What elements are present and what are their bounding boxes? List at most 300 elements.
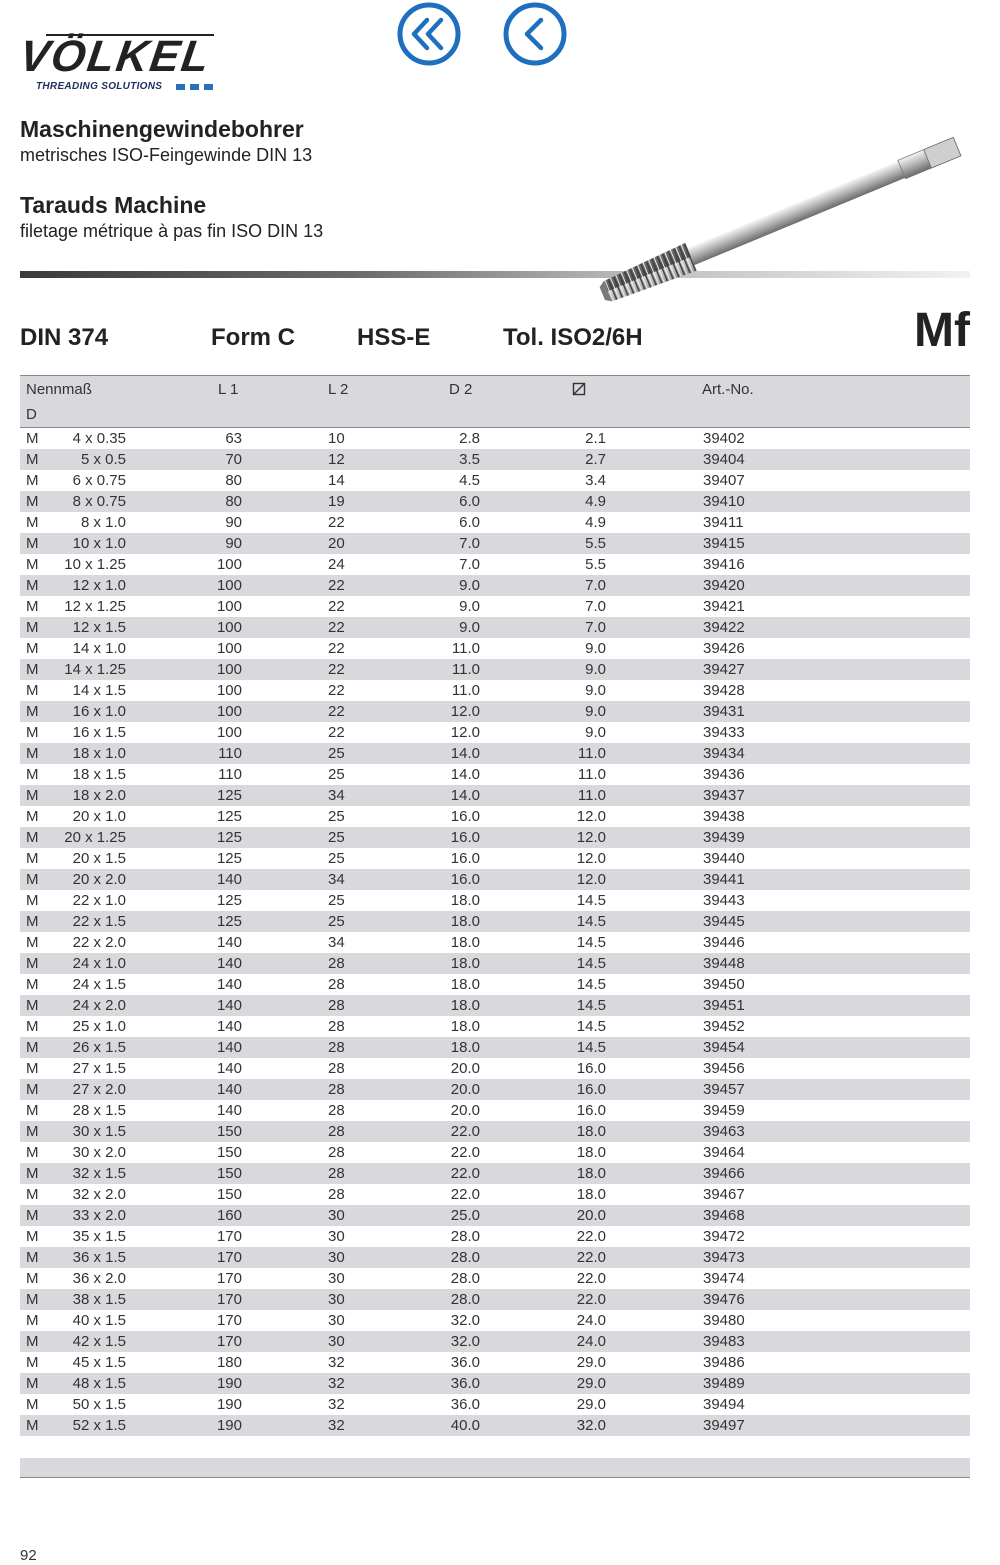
cell-l1: 170 [216, 1333, 242, 1350]
cell-d2: 25.0 [450, 1207, 480, 1224]
cell-diameter: 14.5 [576, 1018, 606, 1035]
cell-m: M [26, 1417, 39, 1434]
cell-m: M [26, 787, 39, 804]
cell-d2: 14.0 [450, 787, 480, 804]
cell-m: M [26, 1270, 39, 1287]
cell-d2: 18.0 [450, 934, 480, 951]
cell-l1: 140 [216, 955, 242, 972]
cell-m: M [26, 1375, 39, 1392]
header-l1: L 1 [218, 381, 239, 398]
cell-diameter: 14.5 [576, 997, 606, 1014]
cell-size: 10 x 1.0 [72, 535, 126, 552]
table-row [20, 869, 970, 890]
cell-l2: 28 [328, 1060, 345, 1077]
brand-logo [16, 30, 220, 96]
cell-l2: 22 [328, 514, 345, 531]
cell-article-number: 39407 [703, 472, 745, 489]
cell-diameter: 12.0 [576, 829, 606, 846]
table-row [20, 491, 970, 512]
cell-article-number: 39467 [703, 1186, 745, 1203]
cell-diameter: 5.5 [585, 556, 606, 573]
table-row [20, 1226, 970, 1247]
cell-l2: 19 [328, 493, 345, 510]
cell-diameter: 32.0 [576, 1417, 606, 1434]
cell-d2: 18.0 [450, 997, 480, 1014]
cell-size: 14 x 1.0 [72, 640, 126, 657]
cell-diameter: 2.1 [585, 430, 606, 447]
cell-article-number: 39434 [703, 745, 745, 762]
cell-l2: 32 [328, 1417, 345, 1434]
cell-article-number: 39426 [703, 640, 745, 657]
cell-d2: 18.0 [450, 892, 480, 909]
cell-size: 28 x 1.5 [72, 1102, 126, 1119]
cell-diameter: 22.0 [576, 1291, 606, 1308]
cell-l2: 28 [328, 1018, 345, 1035]
cell-diameter: 14.5 [576, 913, 606, 930]
cell-size: 6 x 0.75 [72, 472, 126, 489]
cell-d2: 32.0 [450, 1312, 480, 1329]
cell-size: 20 x 1.5 [72, 850, 126, 867]
table-row [20, 1352, 970, 1373]
series-code: Mf [914, 304, 970, 357]
cell-l1: 180 [216, 1354, 242, 1371]
cell-l1: 140 [216, 1102, 242, 1119]
cell-diameter: 9.0 [585, 640, 606, 657]
cell-d2: 2.8 [459, 430, 480, 447]
cell-l2: 32 [328, 1396, 345, 1413]
table-header [20, 375, 970, 428]
cell-size: 4 x 0.35 [72, 430, 126, 447]
cell-article-number: 39428 [703, 682, 745, 699]
cell-diameter: 22.0 [576, 1270, 606, 1287]
cell-l2: 28 [328, 1165, 345, 1182]
table-row [20, 680, 970, 701]
cell-l1: 125 [216, 892, 242, 909]
table-row [20, 617, 970, 638]
cell-l2: 22 [328, 577, 345, 594]
cell-d2: 11.0 [451, 682, 480, 699]
cell-l1: 190 [216, 1396, 242, 1413]
cell-size: 10 x 1.25 [64, 556, 126, 573]
cell-article-number: 39446 [703, 934, 745, 951]
cell-diameter: 4.9 [585, 514, 606, 531]
page-number: 92 [20, 1547, 37, 1564]
cell-l1: 63 [225, 430, 242, 447]
table-footer [20, 1458, 970, 1478]
double-chevron-left-icon [397, 2, 461, 66]
subtitle-german: metrisches ISO-Feingewinde DIN 13 [20, 145, 313, 165]
cell-m: M [26, 934, 39, 951]
cell-article-number: 39433 [703, 724, 745, 741]
cell-l1: 140 [216, 1039, 242, 1056]
cell-d2: 18.0 [450, 976, 480, 993]
cell-l2: 25 [328, 829, 345, 846]
cell-m: M [26, 451, 39, 468]
cell-l2: 28 [328, 997, 345, 1014]
cell-l1: 90 [225, 535, 242, 552]
cell-d2: 14.0 [450, 766, 480, 783]
cell-size: 5 x 0.5 [80, 451, 126, 468]
table-row [20, 974, 970, 995]
cell-d2: 20.0 [450, 1102, 480, 1119]
cell-article-number: 39450 [703, 976, 745, 993]
cell-l2: 22 [328, 724, 345, 741]
cell-l2: 28 [328, 1081, 345, 1098]
logo-wordmark: VÖLKEL [16, 32, 214, 81]
cell-diameter: 9.0 [585, 682, 606, 699]
cell-m: M [26, 1396, 39, 1413]
cell-diameter: 9.0 [585, 703, 606, 720]
cell-article-number: 39451 [703, 997, 745, 1014]
table-row [20, 995, 970, 1016]
cell-l2: 20 [328, 535, 345, 552]
cell-d2: 9.0 [459, 619, 480, 636]
table-row [20, 1289, 970, 1310]
cell-m: M [26, 535, 39, 552]
subtitle-french: filetage métrique à pas fin ISO DIN 13 [20, 221, 324, 241]
cell-d2: 36.0 [450, 1354, 480, 1371]
cell-article-number: 39427 [703, 661, 745, 678]
cell-l1: 190 [216, 1417, 242, 1434]
table-row [20, 1079, 970, 1100]
cell-l2: 30 [328, 1333, 345, 1350]
cell-diameter: 3.4 [585, 472, 606, 489]
cell-diameter: 24.0 [576, 1312, 606, 1329]
cell-d2: 32.0 [450, 1333, 480, 1350]
cell-d2: 22.0 [450, 1186, 480, 1203]
cell-article-number: 39415 [703, 535, 745, 552]
cell-l1: 140 [216, 1060, 242, 1077]
cell-l1: 140 [216, 1081, 242, 1098]
cell-article-number: 39420 [703, 577, 745, 594]
cell-m: M [26, 808, 39, 825]
cell-m: M [26, 577, 39, 594]
cell-l1: 140 [216, 997, 242, 1014]
cell-size: 18 x 2.0 [72, 787, 126, 804]
table-row [20, 701, 970, 722]
cell-m: M [26, 703, 39, 720]
cell-m: M [26, 892, 39, 909]
table-row [20, 1016, 970, 1037]
header-d2: D 2 [449, 381, 473, 398]
cell-size: 8 x 0.75 [72, 493, 126, 510]
cell-l2: 22 [328, 682, 345, 699]
cell-diameter: 7.0 [585, 619, 606, 636]
cell-size: 52 x 1.5 [72, 1417, 126, 1434]
cell-size: 36 x 2.0 [72, 1270, 126, 1287]
table-row [20, 827, 970, 848]
logo-square [176, 84, 185, 90]
cell-m: M [26, 1081, 39, 1098]
table-row [20, 806, 970, 827]
cell-l2: 25 [328, 850, 345, 867]
cell-l1: 125 [216, 787, 242, 804]
cell-d2: 4.5 [459, 472, 480, 489]
cell-m: M [26, 556, 39, 573]
cell-size: 30 x 2.0 [72, 1144, 126, 1161]
cell-diameter: 24.0 [576, 1333, 606, 1350]
cell-l1: 80 [225, 493, 242, 510]
cell-size: 25 x 1.0 [72, 1018, 126, 1035]
cell-size: 16 x 1.0 [72, 703, 126, 720]
cell-diameter: 18.0 [576, 1165, 606, 1182]
cell-diameter: 14.5 [576, 892, 606, 909]
header-nennmass: Nennmaß [26, 381, 92, 398]
cell-diameter: 14.5 [576, 1039, 606, 1056]
cell-m: M [26, 1186, 39, 1203]
cell-size: 48 x 1.5 [72, 1375, 126, 1392]
table-row [20, 911, 970, 932]
cell-m: M [26, 997, 39, 1014]
table-row [20, 1394, 970, 1415]
cell-size: 24 x 1.5 [72, 976, 126, 993]
cell-size: 22 x 2.0 [72, 934, 126, 951]
cell-d2: 22.0 [450, 1144, 480, 1161]
cell-m: M [26, 661, 39, 678]
cell-d2: 12.0 [450, 724, 480, 741]
cell-l2: 34 [328, 934, 345, 951]
square-diagonal-icon [572, 382, 586, 400]
cell-d2: 20.0 [450, 1081, 480, 1098]
cell-d2: 16.0 [450, 871, 480, 888]
cell-l1: 140 [216, 871, 242, 888]
table-row [20, 449, 970, 470]
cell-l1: 170 [216, 1228, 242, 1245]
cell-l1: 100 [216, 682, 242, 699]
table-row [20, 575, 970, 596]
cell-article-number: 39452 [703, 1018, 745, 1035]
cell-article-number: 39459 [703, 1102, 745, 1119]
cell-article-number: 39431 [703, 703, 745, 720]
cell-m: M [26, 745, 39, 762]
table-row [20, 659, 970, 680]
cell-article-number: 39489 [703, 1375, 745, 1392]
cell-article-number: 39438 [703, 808, 745, 825]
cell-l1: 150 [216, 1144, 242, 1161]
cell-l1: 100 [216, 598, 242, 615]
cell-size: 14 x 1.25 [64, 661, 126, 678]
cell-article-number: 39476 [703, 1291, 745, 1308]
cell-l1: 170 [216, 1291, 242, 1308]
logo-square [204, 84, 213, 90]
cell-m: M [26, 724, 39, 741]
cell-m: M [26, 913, 39, 930]
table-row [20, 1037, 970, 1058]
cell-m: M [26, 619, 39, 636]
table-row [20, 890, 970, 911]
cell-l1: 100 [216, 556, 242, 573]
cell-d2: 28.0 [450, 1249, 480, 1266]
cell-m: M [26, 1165, 39, 1182]
cell-size: 18 x 1.0 [72, 745, 126, 762]
table-row [20, 638, 970, 659]
cell-article-number: 39448 [703, 955, 745, 972]
cell-m: M [26, 598, 39, 615]
cell-m: M [26, 1060, 39, 1077]
cell-size: 50 x 1.5 [72, 1396, 126, 1413]
cell-article-number: 39441 [703, 871, 745, 888]
cell-d2: 11.0 [451, 661, 480, 678]
cell-article-number: 39410 [703, 493, 745, 510]
cell-l1: 125 [216, 850, 242, 867]
cell-article-number: 39422 [703, 619, 745, 636]
cell-diameter: 9.0 [585, 724, 606, 741]
cell-diameter: 4.9 [585, 493, 606, 510]
cell-size: 36 x 1.5 [72, 1249, 126, 1266]
cell-article-number: 39457 [703, 1081, 745, 1098]
cell-size: 26 x 1.5 [72, 1039, 126, 1056]
cell-size: 42 x 1.5 [72, 1333, 126, 1350]
cell-size: 22 x 1.5 [72, 913, 126, 930]
cell-l1: 110 [218, 745, 242, 762]
cell-diameter: 29.0 [576, 1354, 606, 1371]
cell-diameter: 7.0 [585, 577, 606, 594]
cell-article-number: 39474 [703, 1270, 745, 1287]
cell-l1: 100 [216, 724, 242, 741]
cell-l1: 100 [216, 703, 242, 720]
cell-l2: 22 [328, 619, 345, 636]
first-page-button[interactable] [397, 2, 461, 66]
cell-d2: 6.0 [459, 514, 480, 531]
cell-l2: 28 [328, 955, 345, 972]
cell-m: M [26, 1291, 39, 1308]
table-row [20, 848, 970, 869]
cell-m: M [26, 871, 39, 888]
cell-size: 35 x 1.5 [72, 1228, 126, 1245]
cell-size: 27 x 2.0 [72, 1081, 126, 1098]
cell-size: 30 x 1.5 [72, 1123, 126, 1140]
cell-l2: 28 [328, 1039, 345, 1056]
spec-form: Form C [211, 324, 295, 351]
table-row [20, 1142, 970, 1163]
spec-din: DIN 374 [20, 324, 109, 351]
table-row [20, 932, 970, 953]
cell-diameter: 29.0 [576, 1375, 606, 1392]
cell-m: M [26, 1039, 39, 1056]
cell-d2: 6.0 [459, 493, 480, 510]
cell-d2: 28.0 [450, 1270, 480, 1287]
table-row [20, 596, 970, 617]
cell-l1: 170 [216, 1312, 242, 1329]
cell-m: M [26, 1249, 39, 1266]
cell-m: M [26, 976, 39, 993]
cell-l2: 32 [328, 1375, 345, 1392]
cell-l1: 80 [225, 472, 242, 489]
cell-size: 12 x 1.25 [64, 598, 126, 615]
cell-l1: 170 [216, 1270, 242, 1287]
cell-article-number: 39464 [703, 1144, 745, 1161]
cell-l1: 150 [216, 1123, 242, 1140]
cell-d2: 9.0 [459, 598, 480, 615]
table-row [20, 1415, 970, 1436]
cell-size: 24 x 2.0 [72, 997, 126, 1014]
cell-d2: 18.0 [450, 1018, 480, 1035]
cell-diameter: 11.0 [577, 766, 606, 783]
cell-d2: 18.0 [450, 913, 480, 930]
cell-d2: 16.0 [450, 850, 480, 867]
cell-m: M [26, 766, 39, 783]
cell-l2: 30 [328, 1228, 345, 1245]
cell-d2: 36.0 [450, 1396, 480, 1413]
cell-m: M [26, 1228, 39, 1245]
cell-article-number: 39466 [703, 1165, 745, 1182]
cell-l2: 28 [328, 1102, 345, 1119]
header-nennmass-d: D [26, 406, 37, 423]
cell-m: M [26, 640, 39, 657]
cell-diameter: 18.0 [576, 1123, 606, 1140]
cell-l1: 100 [216, 661, 242, 678]
cell-diameter: 12.0 [576, 850, 606, 867]
cell-m: M [26, 1123, 39, 1140]
table-row [20, 428, 970, 449]
table-row [20, 1247, 970, 1268]
cell-article-number: 39483 [703, 1333, 745, 1350]
cell-article-number: 39473 [703, 1249, 745, 1266]
cell-diameter: 14.5 [576, 955, 606, 972]
cell-d2: 9.0 [459, 577, 480, 594]
table-row [20, 1100, 970, 1121]
cell-l2: 22 [328, 640, 345, 657]
cell-l2: 25 [328, 766, 345, 783]
cell-m: M [26, 472, 39, 489]
cell-diameter: 18.0 [576, 1144, 606, 1161]
cell-m: M [26, 1018, 39, 1035]
cell-l2: 34 [328, 871, 345, 888]
logo-square [190, 84, 199, 90]
table-row [20, 470, 970, 491]
cell-l1: 160 [216, 1207, 242, 1224]
cell-article-number: 39440 [703, 850, 745, 867]
cell-d2: 16.0 [450, 808, 480, 825]
cell-d2: 11.0 [451, 640, 480, 657]
cell-diameter: 18.0 [576, 1186, 606, 1203]
table-row [20, 1184, 970, 1205]
cell-l2: 24 [328, 556, 345, 573]
cell-m: M [26, 514, 39, 531]
cell-d2: 20.0 [450, 1060, 480, 1077]
table-row [20, 722, 970, 743]
cell-size: 14 x 1.5 [72, 682, 126, 699]
cell-l2: 25 [328, 892, 345, 909]
cell-l2: 12 [328, 451, 345, 468]
cell-diameter: 9.0 [585, 661, 606, 678]
cell-diameter: 22.0 [576, 1228, 606, 1245]
cell-size: 12 x 1.5 [72, 619, 126, 636]
cell-article-number: 39404 [703, 451, 745, 468]
cell-m: M [26, 1144, 39, 1161]
cell-diameter: 29.0 [576, 1396, 606, 1413]
cell-l1: 70 [225, 451, 242, 468]
cell-diameter: 14.5 [576, 976, 606, 993]
cell-diameter: 14.5 [576, 934, 606, 951]
cell-l1: 110 [218, 766, 242, 783]
previous-page-button[interactable] [503, 2, 567, 66]
table-row [20, 1205, 970, 1226]
header-article-number: Art.-No. [702, 381, 754, 398]
cell-size: 45 x 1.5 [72, 1354, 126, 1371]
cell-d2: 36.0 [450, 1375, 480, 1392]
cell-diameter: 16.0 [576, 1060, 606, 1077]
cell-size: 20 x 1.0 [72, 808, 126, 825]
cell-l2: 10 [328, 430, 345, 447]
cell-l1: 100 [216, 619, 242, 636]
cell-article-number: 39437 [703, 787, 745, 804]
cell-m: M [26, 1354, 39, 1371]
table-row [20, 533, 970, 554]
cell-size: 38 x 1.5 [72, 1291, 126, 1308]
cell-size: 22 x 1.0 [72, 892, 126, 909]
cell-d2: 28.0 [450, 1291, 480, 1308]
